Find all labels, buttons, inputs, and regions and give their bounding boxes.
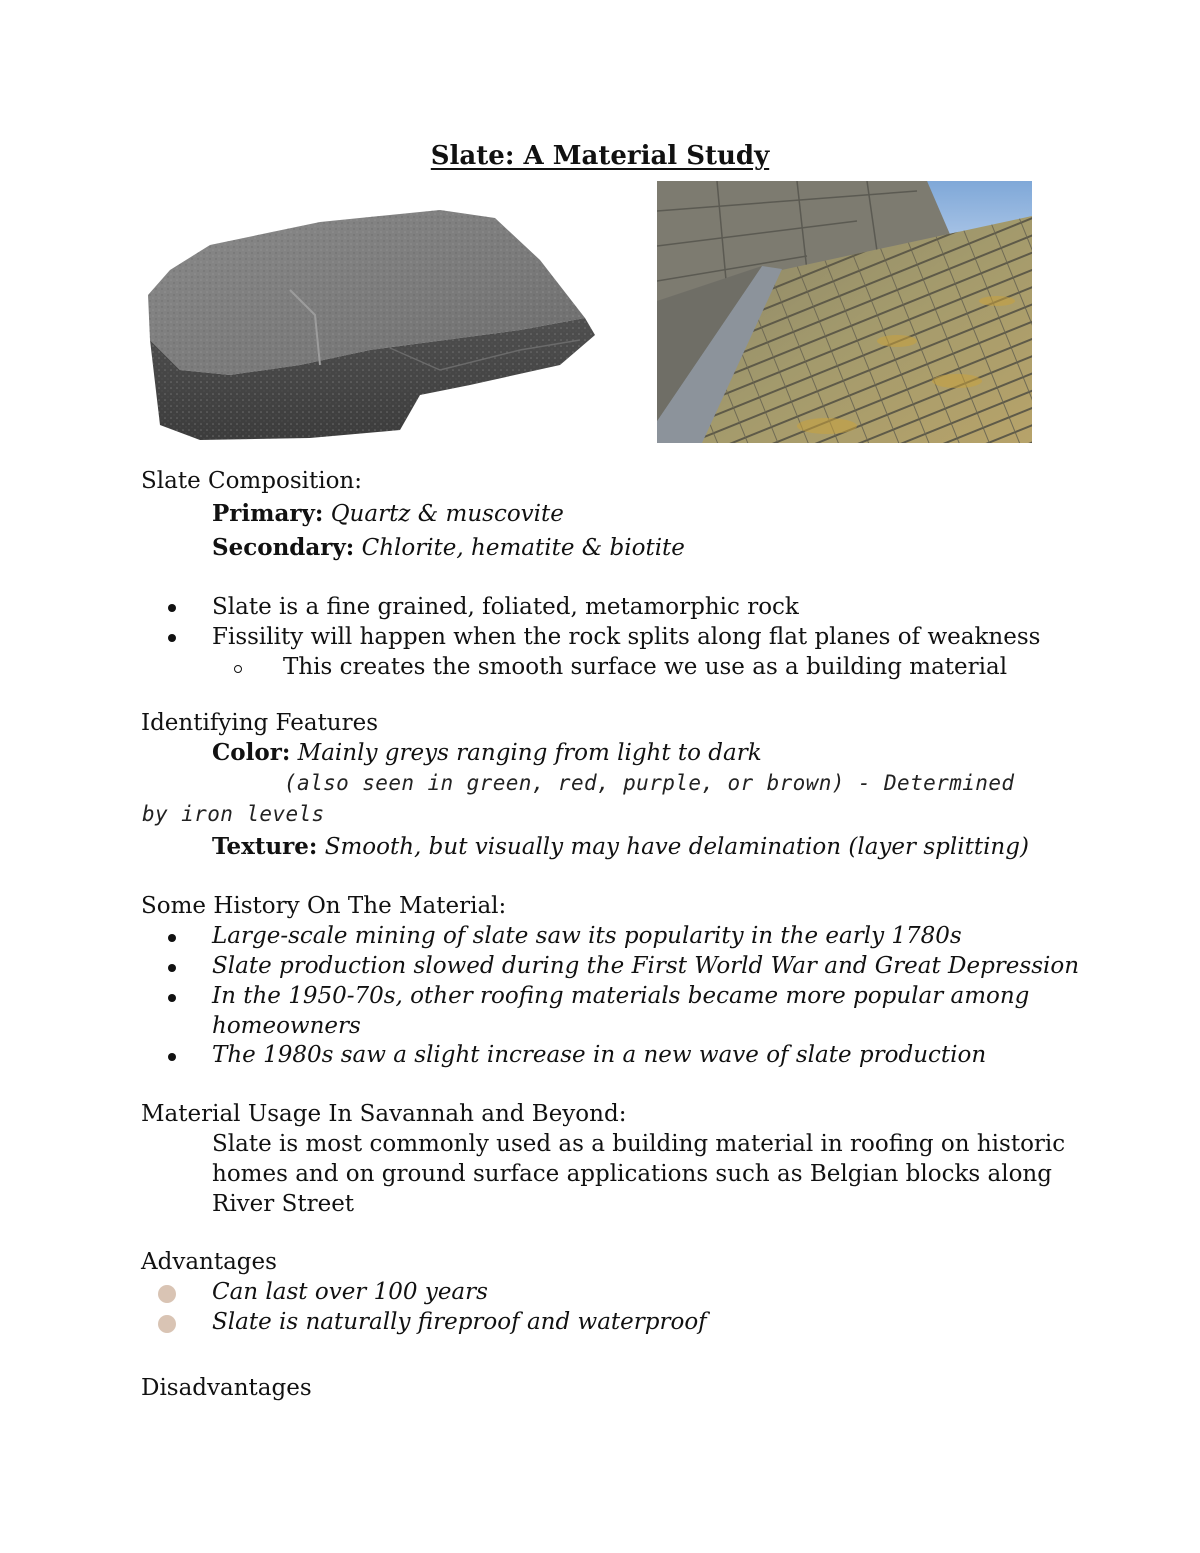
history-item: Slate production slowed during the First World War and Great Depression xyxy=(212,953,1080,979)
hollow-bullet-icon xyxy=(234,665,242,673)
composition-sub-bullet: This creates the smooth surface we use as a building material xyxy=(283,654,1008,680)
advantage-item: Slate is naturally fireproof and waterproof xyxy=(212,1309,707,1335)
primary-value: Quartz & muscovite xyxy=(330,501,564,527)
usage-line: Slate is most commonly used as a building material in roofing on historic xyxy=(212,1131,1066,1157)
history-item: In the 1950-70s, other roofing materials became more popular among xyxy=(212,983,1030,1009)
features-heading: Identifying Features xyxy=(141,710,379,736)
document-title: Slate: A Material Study xyxy=(430,141,770,171)
history-item: The 1980s saw a slight increase in a new wave of slate production xyxy=(212,1042,987,1068)
composition-heading: Slate Composition: xyxy=(141,468,362,494)
primary-line xyxy=(212,499,564,529)
bullet-icon xyxy=(168,1053,176,1061)
advantages-heading: Advantages xyxy=(141,1249,277,1275)
color-line xyxy=(212,738,762,768)
usage-line: homes and on ground surface applications such as Belgian blocks along xyxy=(212,1161,1052,1187)
bullet-icon xyxy=(168,634,176,642)
usage-heading: Material Usage In Savannah and Beyond: xyxy=(141,1101,627,1127)
slate-rock-image xyxy=(140,200,600,445)
advantage-item: Can last over 100 years xyxy=(212,1279,488,1305)
beige-bullet-icon xyxy=(158,1285,176,1303)
beige-bullet-icon xyxy=(158,1315,176,1333)
secondary-line xyxy=(212,533,685,563)
composition-bullet: Slate is a fine grained, foliated, metamorphic rock xyxy=(212,594,799,620)
color-value: Mainly greys ranging from light to dark xyxy=(297,740,762,766)
bullet-icon xyxy=(168,964,176,972)
primary-label: Primary: xyxy=(212,500,324,527)
history-item: Large-scale mining of slate saw its popularity in the early 1780s xyxy=(212,923,962,949)
color-label: Color: xyxy=(212,739,291,766)
texture-line xyxy=(212,832,1029,862)
secondary-label: Secondary: xyxy=(212,534,355,561)
texture-label: Texture: xyxy=(212,833,318,860)
color-note-line2: by iron levels xyxy=(142,802,325,826)
bullet-icon xyxy=(168,994,176,1002)
usage-line: River Street xyxy=(212,1191,355,1217)
color-note-line1: (also seen in green, red, purple, or brown) - Determined xyxy=(284,771,1015,795)
slate-roof-image xyxy=(657,181,1032,443)
bullet-icon xyxy=(168,934,176,942)
secondary-value: Chlorite, hematite & biotite xyxy=(361,535,685,561)
history-heading: Some History On The Material: xyxy=(141,893,507,919)
texture-value: Smooth, but visually may have delamination (layer splitting) xyxy=(324,834,1029,860)
disadvantages-heading: Disadvantages xyxy=(141,1375,312,1401)
history-item-continuation: homeowners xyxy=(212,1013,361,1039)
composition-bullet: Fissility will happen when the rock splits along flat planes of weakness xyxy=(212,624,1041,650)
bullet-icon xyxy=(168,604,176,612)
